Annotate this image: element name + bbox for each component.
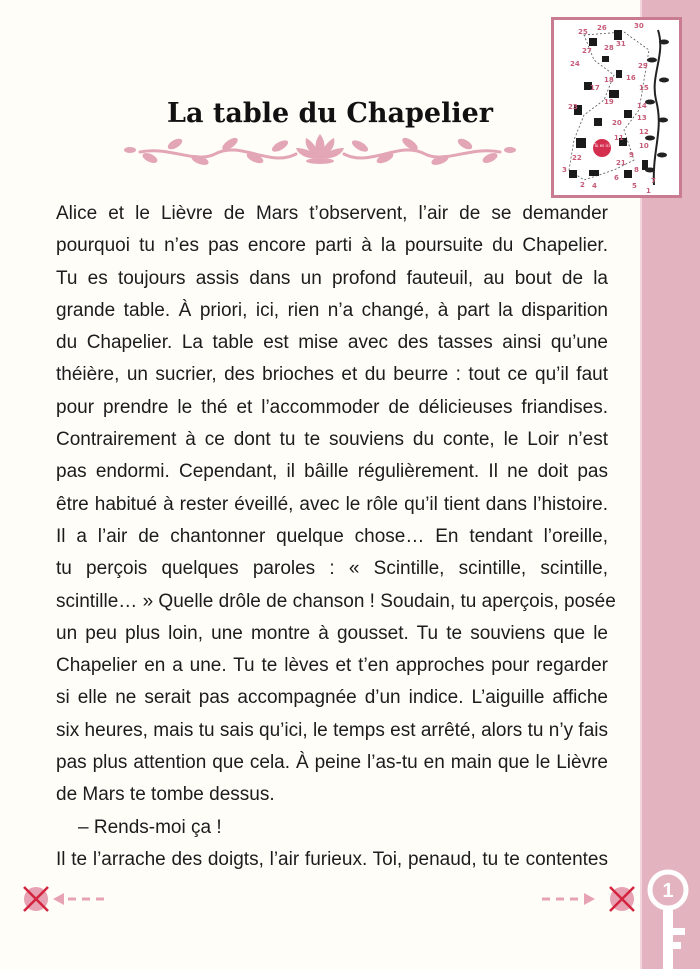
map-number: 17: [590, 84, 600, 92]
map-number: 14: [637, 102, 647, 110]
page-number-badge: [640, 868, 696, 969]
story-text: [56, 198, 616, 876]
story-line: être habitué à rester éveillé, avec le rôle qu’il tient dans l’histoire.: [56, 493, 608, 515]
story-line: grande table. À priori, ici, rien n’a changé, à part la disparition: [56, 299, 608, 321]
story-line: six heures, mais tu sais qu’ici, le temps est arrêté, alors tu n’y fais: [56, 719, 608, 741]
story-line: scintille… » Quelle drôle de chanson ! Soudain, tu aperçois, posée: [56, 590, 616, 612]
story-line: si elle ne serait pas accompagnée d’un indice. L’aiguille affiche: [56, 687, 608, 709]
story-line: Contrairement à ce dont tu te souviens du conte, le Loir n’est: [56, 429, 608, 451]
map-number: 23: [568, 103, 578, 111]
map-number: 16: [626, 74, 636, 82]
map-number: 27: [582, 47, 592, 55]
map-number: 30: [634, 22, 644, 30]
story-line: de Mars te tombe dessus.: [56, 784, 275, 806]
map-number: 26: [597, 24, 607, 32]
map-number: 22: [572, 154, 582, 162]
story-line: Il te l’arrache des doigts, l’air furieux. Toi, penaud, tu te contentes: [56, 848, 608, 870]
story-line: pour prendre le thé et l’accommoder de délicieuses friandises.: [56, 396, 608, 418]
map-you-are-here: Tu es ici: [594, 143, 610, 148]
story-line: Chapelier en a une. Tu te lèves et t’en approches pour regarder: [56, 655, 608, 677]
map-number: 10: [639, 142, 649, 150]
map-number: 20: [612, 119, 622, 127]
crossed-circle-left-arrow-icon: [24, 887, 104, 911]
prev-page-button[interactable]: [20, 883, 120, 917]
floral-ornament-icon: [120, 128, 520, 170]
story-line: Alice et le Lièvre de Mars t’observent, l’air de se demander: [56, 203, 608, 224]
story-line: théière, un sucrier, des brioches et du beurre : tout ce qu’il faut: [56, 364, 608, 386]
map-number: 1: [646, 187, 651, 195]
map-number: 5: [632, 182, 637, 190]
map-number: 31: [616, 40, 626, 48]
page-title: La table du Chapelier: [166, 98, 494, 129]
map-number: 24: [570, 60, 580, 68]
story-line: pourquoi tu n’es pas encore parti à la poursuite du Chapelier.: [56, 235, 608, 257]
map-number: 4: [592, 182, 597, 190]
page-number: 1: [662, 880, 674, 902]
story-line: pas plus attention que cela. À peine l’as-tu en main que le Lièvre: [56, 752, 608, 774]
map-number: 21: [616, 159, 626, 167]
story-line: un peu plus loin, une montre à gousset. Tu te souviens que le: [56, 622, 608, 644]
map-number: 9: [629, 151, 634, 159]
story-line: Il a l’air de chantonner quelque chose… En tendant l’oreille,: [56, 525, 608, 547]
map-number: 15: [639, 84, 649, 92]
map-number: 29: [638, 62, 648, 70]
map-number: 18: [604, 76, 614, 84]
story-line: Tu es toujours assis dans un profond fauteuil, au bout de la: [56, 267, 608, 289]
map-number: 3: [562, 166, 567, 174]
story-line: tu perçois quelques paroles : « Scintille, scintille, scintille,: [56, 558, 608, 580]
map-number: 7: [651, 177, 656, 185]
next-page-button[interactable]: [540, 883, 640, 917]
map-number: 12: [639, 128, 649, 136]
map-number: 2: [580, 181, 585, 189]
map-number: 28: [604, 44, 614, 52]
map-number: 6: [614, 174, 619, 182]
story-line: pas endormi. Cependant, il bâille régulièrement. Il ne doit pas: [56, 461, 608, 483]
map-number: 13: [637, 114, 647, 122]
story-line: du Chapelier. La table est mise avec des tasses ainsi qu’une: [56, 332, 608, 354]
map-number: 19: [604, 98, 614, 106]
story-line: – Rends-moi ça !: [78, 816, 222, 838]
map-number: 25: [578, 28, 588, 36]
map-number: 11: [614, 134, 624, 142]
map-number: 8: [634, 166, 639, 174]
crossed-circle-right-arrow-icon: [542, 887, 634, 911]
